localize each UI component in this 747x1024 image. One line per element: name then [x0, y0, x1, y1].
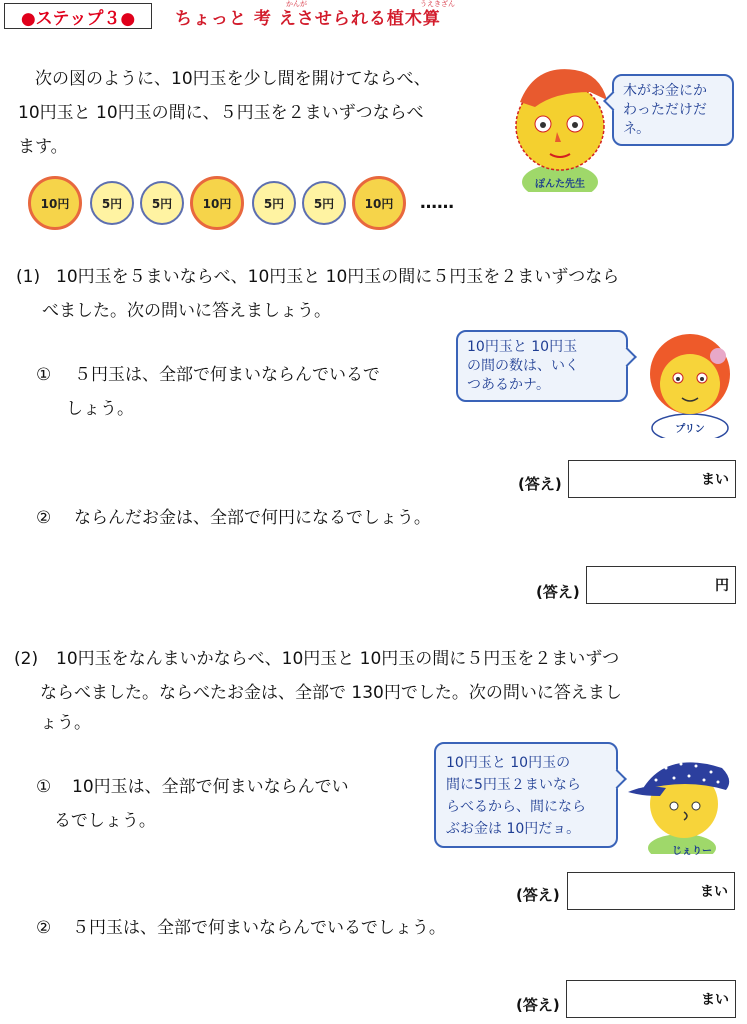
q2-sub2-unit: まい [701, 992, 729, 1008]
purin-bubble-line-1: 10円玉と 10円玉 [467, 339, 578, 355]
coin-5yen: 5円 [90, 181, 134, 225]
coin-10yen: 10円 [190, 176, 244, 230]
intro-line-1: 次の図のように、10円玉を少し間を開けてならべ、 [18, 69, 431, 89]
coin-10yen: 10円 [28, 176, 82, 230]
q1-sub1-unit: まい [701, 472, 729, 488]
q2-sub1-number: ① [36, 777, 52, 797]
q1-sub2-number: ② [36, 508, 52, 528]
q2-sub1-answer-label: (答え) [516, 886, 560, 904]
purin-name: プリン [675, 424, 705, 435]
intro-line-3: ます。 [18, 137, 68, 157]
ponta-sensei-illustration [515, 62, 615, 192]
q2-sub2-number: ② [36, 918, 52, 938]
q2-line-3: ょう。 [40, 713, 91, 733]
q2-sub1-answer-box[interactable] [567, 872, 735, 910]
q2-sub1-unit: まい [700, 884, 728, 900]
purin-bubble-line-3: つあるかナ。 [467, 377, 551, 393]
coin-5yen: 5円 [140, 181, 184, 225]
q2-number: (2) [14, 649, 39, 669]
coin-10yen: 10円 [352, 176, 406, 230]
q2-sub1-line-2: るでしょう。 [54, 811, 156, 831]
q1-sub2-answer-label: (答え) [536, 583, 580, 601]
coin-5yen: 5円 [302, 181, 346, 225]
q1-sub1-answer-label: (答え) [518, 475, 562, 493]
ponta-bubble-line-3: ネ。 [623, 121, 651, 137]
purin-bubble-line-2: の間の数は、いく [467, 358, 579, 374]
q2-sub1-line-1: 10円玉は、全部で何まいならんでい [72, 777, 349, 797]
ruby-kangae: かんが [286, 0, 307, 8]
q1-sub1-line-2: しょう。 [66, 399, 134, 419]
jeri-bubble-line-2: 間に5円玉２まいなら [446, 777, 581, 793]
q1-sub2-answer-box[interactable] [586, 566, 736, 604]
ponta-bubble-line-1: 木がお金にか [623, 83, 707, 99]
coin-row-ellipsis: …… [420, 193, 454, 213]
jeri-bubble-line-3: らべるから、間になら [446, 799, 586, 815]
q1-line-1: 10円玉を５まいならべ、10円玉と 10円玉の間に５円玉を２まいずつなら [56, 267, 620, 287]
q1-number: (1) [16, 267, 41, 287]
ruby-uekizan: うえきざん [420, 0, 455, 8]
q2-line-1: 10円玉をなんまいかならべ、10円玉と 10円玉の間に５円玉を２まいずつ [56, 649, 620, 669]
q1-sub1-answer-box[interactable] [568, 460, 736, 498]
ponta-name: ぽんた先生 [535, 179, 585, 190]
q2-sub2-answer-box[interactable] [566, 980, 736, 1018]
q2-sub2-text: ５円玉は、全部で何まいならんでいるでしょう。 [72, 918, 446, 938]
jeri-name: じぇりー [672, 846, 712, 857]
page-title: ちょっと 考 えさせられる植木算 [175, 9, 441, 29]
jeri-bubble-line-1: 10円玉と 10円玉の [446, 755, 571, 771]
q2-sub2-answer-label: (答え) [516, 996, 560, 1014]
q1-sub1-line-1: ５円玉は、全部で何まいならんでいるで [74, 365, 380, 385]
jeri-illustration [626, 750, 738, 854]
purin-speech-bubble [456, 330, 628, 402]
q1-sub1-number: ① [36, 365, 52, 385]
jeri-bubble-line-4: ぶお金は 10円だョ。 [446, 821, 581, 837]
q1-sub2-text: ならんだお金は、全部で何円になるでしょう。 [74, 508, 431, 528]
coin-5yen: 5円 [252, 181, 296, 225]
q1-sub2-unit: 円 [715, 578, 729, 594]
ponta-bubble-line-2: わっただけだ [623, 102, 707, 118]
q1-line-2: べました。次の問いに答えましょう。 [42, 301, 331, 321]
intro-line-2: 10円玉と 10円玉の間に、５円玉を２まいずつならべ [18, 103, 424, 123]
step-badge: ●ステップ３● [4, 3, 152, 29]
ponta-speech-bubble [612, 74, 734, 146]
q2-line-2: ならべました。ならべたお金は、全部で 130円でした。次の問いに答えまし [40, 683, 622, 703]
jeri-speech-bubble [434, 742, 618, 848]
